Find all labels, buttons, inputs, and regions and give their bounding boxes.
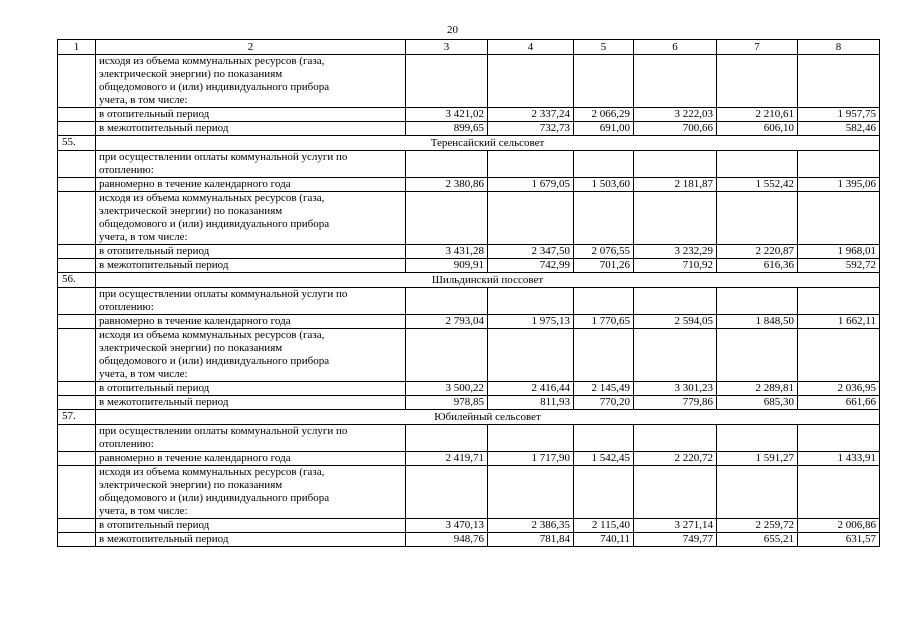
value-cell: 1 591,27 [717,452,798,466]
heating-row [58,108,880,122]
value-cell: 1 679,05 [488,178,574,192]
column-header: 4 [488,40,574,55]
heating-row [58,245,880,259]
index-cell [58,178,96,192]
value-cell: 2 145,49 [574,382,634,396]
index-cell [58,396,96,410]
value-cell: 3 500,22 [406,382,488,396]
value-cell: 2 006,86 [798,519,880,533]
description-line: учета, в том числе: [99,368,188,380]
row-label: равномерно в течение календарного года [96,178,406,192]
value-cell: 2 181,87 [634,178,717,192]
value-cell: 811,93 [488,396,574,410]
description-line: отоплению: [99,438,154,450]
empty-cell [488,329,574,382]
description-cell [96,425,406,452]
value-cell: 2 416,44 [488,382,574,396]
description-line: исходя из объема коммунальных ресурсов (газа, [99,192,325,204]
description-line: при осуществлении оплаты коммунальной услуги по [99,288,348,300]
resource-desc-row [58,192,880,245]
description-line: электрической энергии) по показаниям [99,68,283,80]
value-cell: 948,76 [406,533,488,547]
section-number: 57. [58,410,96,425]
description-line: исходя из объема коммунальных ресурсов (газа, [99,466,325,478]
empty-cell [406,192,488,245]
description-line: отоплению: [99,301,154,313]
column-header: 7 [717,40,798,55]
row-label: равномерно в течение календарного года [96,315,406,329]
empty-cell [406,466,488,519]
resource-desc-row [58,329,880,382]
empty-cell [488,151,574,178]
value-cell: 661,66 [798,396,880,410]
index-cell [58,329,96,382]
empty-cell [634,466,717,519]
row-label: в отопительный период [96,245,406,259]
description-line: электрической энергии) по показаниям [99,342,283,354]
value-cell: 3 301,23 [634,382,717,396]
description-cell [96,329,406,382]
value-cell: 1 662,11 [798,315,880,329]
row-label: в межотопительный период [96,396,406,410]
description-line: при осуществлении оплаты коммунальной услуги по [99,151,348,163]
value-cell: 710,92 [634,259,717,273]
index-cell [58,315,96,329]
interheating-row [58,122,880,136]
value-cell: 3 470,13 [406,519,488,533]
value-cell: 749,77 [634,533,717,547]
description-line: общедомового и (или) индивидуального прибора [99,81,330,93]
value-cell: 770,20 [574,396,634,410]
value-cell: 592,72 [798,259,880,273]
description-cell [96,288,406,315]
uniform-row [58,315,880,329]
value-cell: 899,65 [406,122,488,136]
value-cell: 2 259,72 [717,519,798,533]
value-cell: 2 066,29 [574,108,634,122]
value-cell: 779,86 [634,396,717,410]
description-line: учета, в том числе: [99,94,188,106]
description-line: общедомового и (или) индивидуального прибора [99,218,330,230]
empty-cell [406,288,488,315]
value-cell: 2 289,81 [717,382,798,396]
empty-cell [717,329,798,382]
empty-cell [488,425,574,452]
resource-desc-row [58,466,880,519]
index-cell [58,108,96,122]
value-cell: 606,10 [717,122,798,136]
section-number: 55. [58,136,96,151]
section-title: Юбилейный сельсовет [96,410,880,425]
uniform-row [58,178,880,192]
empty-cell [488,55,574,108]
empty-cell [717,192,798,245]
value-cell: 2 380,86 [406,178,488,192]
empty-cell [406,329,488,382]
index-cell [58,192,96,245]
description-line: электрической энергии) по показаниям [99,205,283,217]
index-cell [58,245,96,259]
value-cell: 1 542,45 [574,452,634,466]
index-cell [58,452,96,466]
column-header: 2 [96,40,406,55]
empty-cell [634,425,717,452]
value-cell: 2 594,05 [634,315,717,329]
empty-cell [406,425,488,452]
value-cell: 1 968,01 [798,245,880,259]
value-cell: 3 232,29 [634,245,717,259]
value-cell: 1 770,65 [574,315,634,329]
interheating-row [58,396,880,410]
empty-cell [717,151,798,178]
description-line: отоплению: [99,164,154,176]
value-cell: 3 421,02 [406,108,488,122]
row-label: в межотопительный период [96,259,406,273]
value-cell: 2 115,40 [574,519,634,533]
value-cell: 1 503,60 [574,178,634,192]
empty-cell [798,55,880,108]
value-cell: 2 337,24 [488,108,574,122]
section-row [58,136,880,151]
row-label: в отопительный период [96,519,406,533]
value-cell: 2 210,61 [717,108,798,122]
value-cell: 1 975,13 [488,315,574,329]
resource-desc-row [58,55,880,108]
value-cell: 3 431,28 [406,245,488,259]
empty-cell [488,192,574,245]
index-cell [58,382,96,396]
value-cell: 2 347,50 [488,245,574,259]
index-cell [58,259,96,273]
value-cell: 732,73 [488,122,574,136]
row-label: равномерно в течение календарного года [96,452,406,466]
empty-cell [717,425,798,452]
index-cell [58,533,96,547]
value-cell: 740,11 [574,533,634,547]
row-label: в отопительный период [96,108,406,122]
index-cell [58,122,96,136]
section-title: Шильдинский поссовет [96,273,880,288]
payment-desc-row [58,425,880,452]
column-header: 5 [574,40,634,55]
value-cell: 3 271,14 [634,519,717,533]
description-line: исходя из объема коммунальных ресурсов (газа, [99,55,325,67]
empty-cell [798,329,880,382]
value-cell: 1 957,75 [798,108,880,122]
description-line: учета, в том числе: [99,505,188,517]
index-cell [58,425,96,452]
empty-cell [634,288,717,315]
value-cell: 2 793,04 [406,315,488,329]
index-cell [58,466,96,519]
empty-cell [798,192,880,245]
empty-cell [717,55,798,108]
index-cell [58,151,96,178]
value-cell: 1 552,42 [717,178,798,192]
value-cell: 3 222,03 [634,108,717,122]
interheating-row [58,533,880,547]
header-row [58,40,880,55]
value-cell: 742,99 [488,259,574,273]
value-cell: 2 036,95 [798,382,880,396]
section-row [58,410,880,425]
row-label: в межотопительный период [96,122,406,136]
empty-cell [574,192,634,245]
value-cell: 655,21 [717,533,798,547]
section-number: 56. [58,273,96,288]
description-line: при осуществлении оплаты коммунальной услуги по [99,425,348,437]
page-number: 20 [447,24,458,36]
empty-cell [574,55,634,108]
value-cell: 2 220,72 [634,452,717,466]
empty-cell [798,151,880,178]
empty-cell [634,329,717,382]
empty-cell [574,288,634,315]
description-cell [96,192,406,245]
value-cell: 700,66 [634,122,717,136]
empty-cell [717,466,798,519]
value-cell: 1 395,06 [798,178,880,192]
empty-cell [798,288,880,315]
index-cell [58,519,96,533]
value-cell: 1 848,50 [717,315,798,329]
empty-cell [574,466,634,519]
description-line: учета, в том числе: [99,231,188,243]
empty-cell [634,192,717,245]
heating-row [58,382,880,396]
section-row [58,273,880,288]
heating-row [58,519,880,533]
value-cell: 2 220,87 [717,245,798,259]
description-cell [96,151,406,178]
value-cell: 631,57 [798,533,880,547]
row-label: в отопительный период [96,382,406,396]
description-line: электрической энергии) по показаниям [99,479,283,491]
section-title: Теренсайский сельсовет [96,136,880,151]
value-cell: 701,26 [574,259,634,273]
index-cell [58,288,96,315]
empty-cell [488,288,574,315]
description-line: общедомового и (или) индивидуального прибора [99,355,330,367]
value-cell: 781,84 [488,533,574,547]
column-header: 3 [406,40,488,55]
payment-desc-row [58,288,880,315]
empty-cell [634,55,717,108]
value-cell: 2 419,71 [406,452,488,466]
value-cell: 582,46 [798,122,880,136]
value-cell: 691,00 [574,122,634,136]
value-cell: 978,85 [406,396,488,410]
index-cell [58,55,96,108]
empty-cell [634,151,717,178]
empty-cell [574,425,634,452]
empty-cell [798,466,880,519]
description-line: исходя из объема коммунальных ресурсов (газа, [99,329,325,341]
column-header: 8 [798,40,880,55]
value-cell: 909,91 [406,259,488,273]
payment-desc-row [58,151,880,178]
column-header: 6 [634,40,717,55]
value-cell: 616,36 [717,259,798,273]
interheating-row [58,259,880,273]
uniform-row [58,452,880,466]
empty-cell [406,151,488,178]
description-cell [96,55,406,108]
tariff-table [57,39,880,547]
description-cell [96,466,406,519]
value-cell: 1 717,90 [488,452,574,466]
empty-cell [574,329,634,382]
empty-cell [488,466,574,519]
row-label: в межотопительный период [96,533,406,547]
empty-cell [406,55,488,108]
description-line: общедомового и (или) индивидуального прибора [99,492,330,504]
empty-cell [717,288,798,315]
column-header: 1 [58,40,96,55]
value-cell: 2 076,55 [574,245,634,259]
value-cell: 2 386,35 [488,519,574,533]
empty-cell [798,425,880,452]
value-cell: 1 433,91 [798,452,880,466]
value-cell: 685,30 [717,396,798,410]
empty-cell [574,151,634,178]
